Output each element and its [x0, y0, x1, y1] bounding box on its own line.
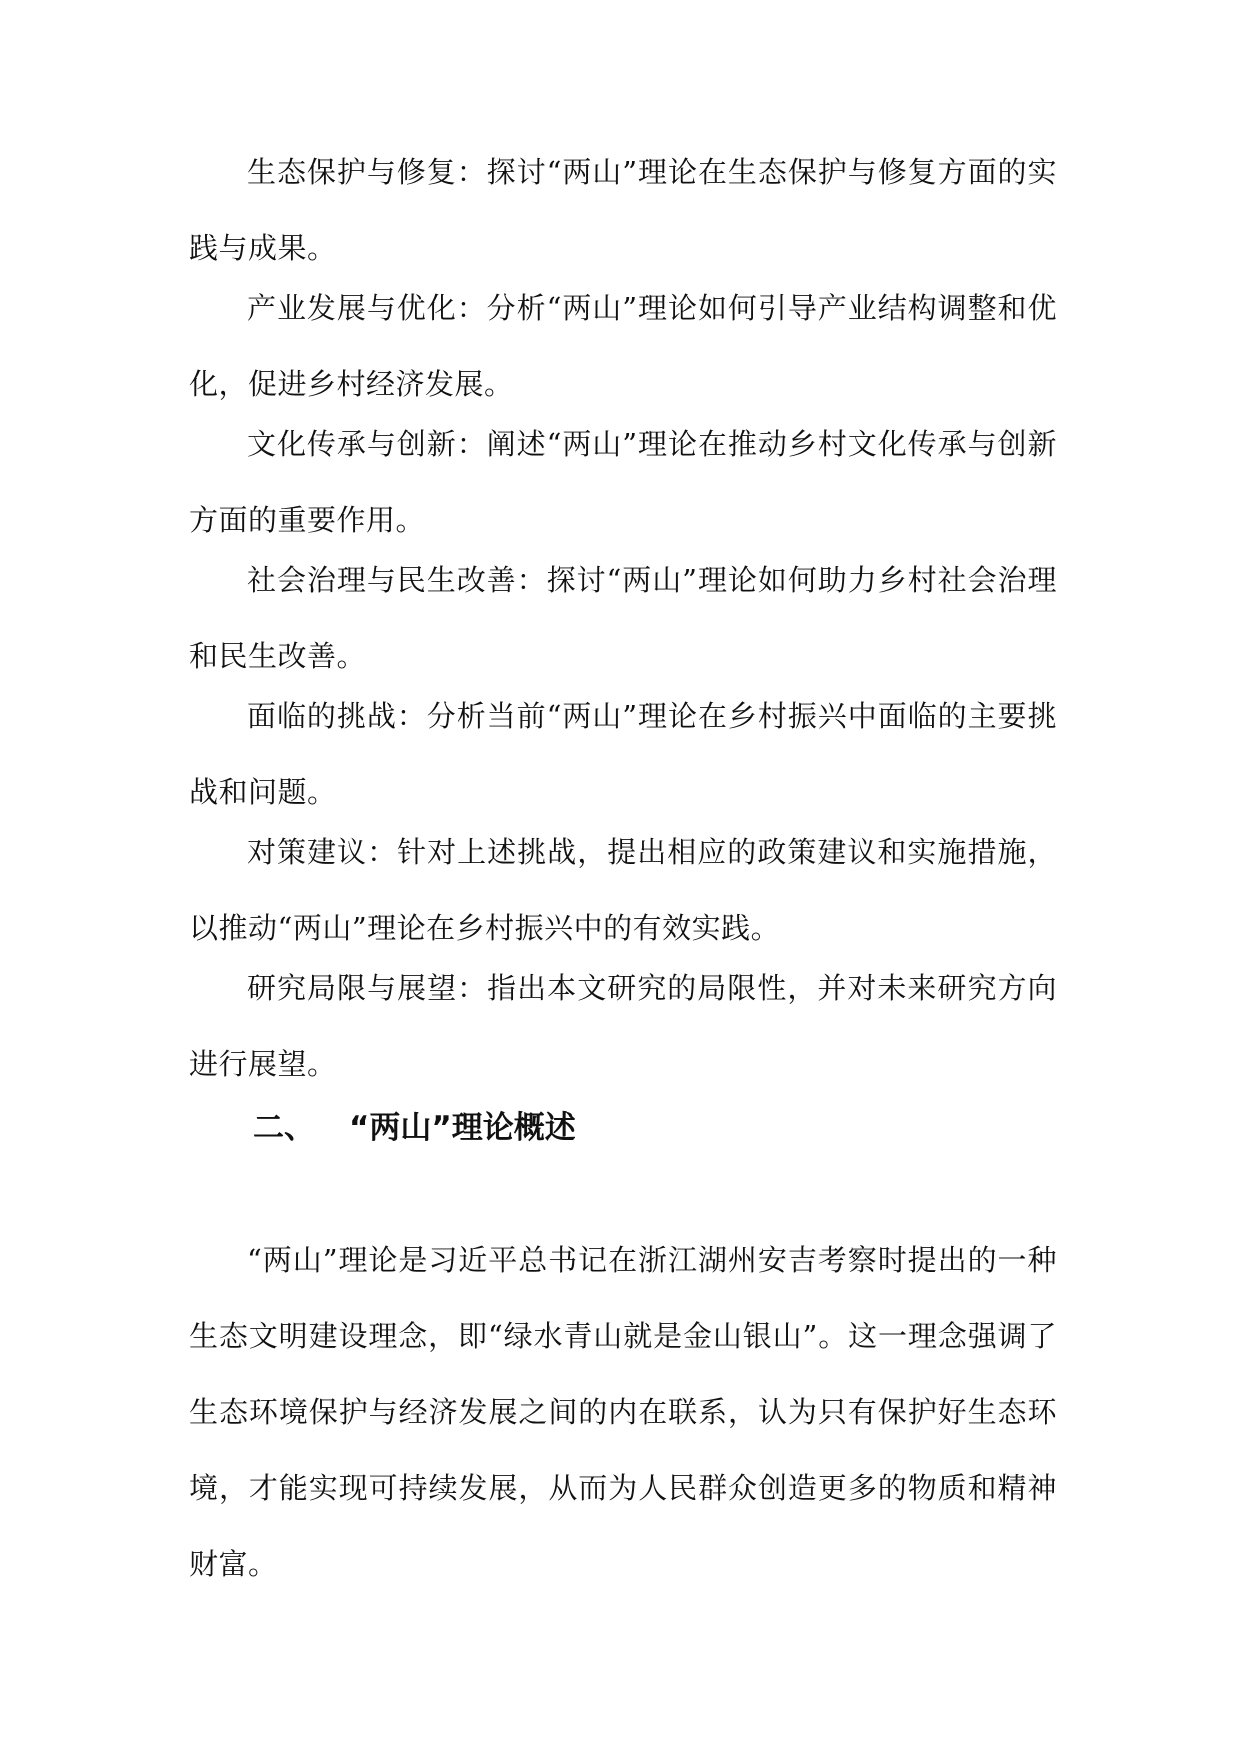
paragraph-text: 社会治理与民生改善：探讨“两山”理论如何助力乡村社会治理和民生改善。 [189, 563, 1057, 673]
paragraph-text: 研究局限与展望：指出本文研究的局限性，并对未来研究方向进行展望。 [189, 971, 1057, 1081]
paragraph-industry-development [189, 270, 1057, 422]
paragraph-challenges [189, 678, 1057, 830]
paragraph-limitations [189, 950, 1057, 1102]
section-body-paragraph [189, 1222, 1057, 1602]
paragraph-text: 面临的挑战：分析当前“两山”理论在乡村振兴中面临的主要挑战和问题。 [189, 699, 1057, 809]
paragraph-text: “两山”理论是习近平总书记在浙江湖州安吉考察时提出的一种生态文明建设理念，即“绿水青山就是金山银山”。这一理念强调了生态环境保护与经济发展之间的内在联系，认为只有保护好生态环境，才能实现可持续发展，从而为人民群众创造更多的物质和精神财富。 [189, 1243, 1057, 1581]
paragraph-text: 文化传承与创新：阐述“两山”理论在推动乡村文化传承与创新方面的重要作用。 [189, 427, 1057, 537]
section-title: “两山”理论概述 [349, 1110, 576, 1146]
paragraph-text: 对策建议：针对上述挑战，提出相应的政策建议和实施措施，以推动“两山”理论在乡村振兴中的有效实践。 [189, 835, 1057, 945]
paragraph-social-governance [189, 542, 1057, 694]
paragraph-text: 生态保护与修复：探讨“两山”理论在生态保护与修复方面的实践与成果。 [189, 155, 1057, 265]
paragraph-countermeasures [189, 814, 1057, 966]
paragraph-ecological-protection [189, 134, 1057, 286]
section-number: 二、 [253, 1110, 315, 1146]
paragraph-culture-inheritance [189, 406, 1057, 558]
section-heading [253, 1106, 576, 1150]
paragraph-text: 产业发展与优化：分析“两山”理论如何引导产业结构调整和优化，促进乡村经济发展。 [189, 291, 1057, 401]
